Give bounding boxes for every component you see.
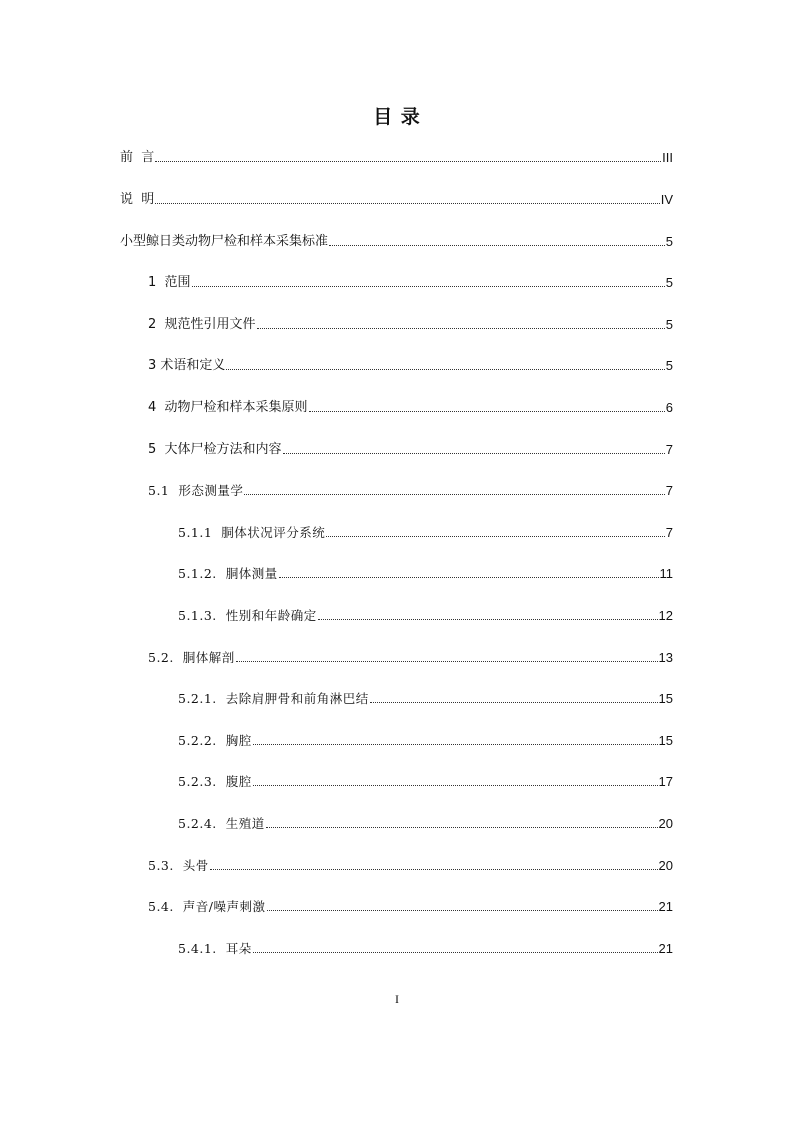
- toc-entry-gross-necropsy[interactable]: [148, 440, 673, 458]
- toc-entry-reproductive-tract[interactable]: [178, 814, 673, 832]
- toc-entry-page: 7: [665, 525, 673, 540]
- toc-leader-dots: [267, 910, 658, 911]
- toc-entry-scapula-removal[interactable]: [178, 689, 673, 707]
- toc-leader-dots: [155, 161, 661, 162]
- toc-leader-dots: [326, 536, 665, 537]
- toc-leader-dots: [226, 369, 664, 370]
- page-number: I: [395, 992, 399, 1006]
- toc-entry-label: 小型鲸日类动物尸检和样本采集标准: [120, 234, 329, 249]
- toc-entry-page: 5: [665, 234, 673, 249]
- toc-entry-normative-references[interactable]: [148, 315, 673, 333]
- toc-entry-label: 2 规范性引用文件: [148, 317, 256, 332]
- toc-entry-page: 7: [665, 442, 673, 457]
- toc-entry-label: 3 术语和定义: [148, 358, 226, 373]
- toc-leader-dots: [318, 619, 658, 620]
- toc-entry-label: 5.1.3. 性别和年龄确定: [178, 608, 317, 623]
- toc-entry-page: 21: [658, 941, 673, 956]
- toc-entry-label: 4 动物尸检和样本采集原则: [148, 400, 308, 415]
- toc-title: 目 录: [373, 106, 421, 128]
- toc-leader-dots: [244, 494, 664, 495]
- toc-entry-label: 5.1.2. 胴体测量: [178, 566, 278, 581]
- toc-entry-label: 5.1.1 胴体状况评分系统: [178, 525, 326, 540]
- toc-entry-label: 5.2.1. 去除肩胛骨和前角淋巴结: [178, 691, 369, 706]
- toc-entry-scope[interactable]: [148, 273, 673, 291]
- toc-entry-principles[interactable]: [148, 398, 673, 416]
- toc-leader-dots: [283, 453, 665, 454]
- toc-entry-page: 5: [665, 275, 673, 290]
- toc-entry-label: 5.4.1. 耳朵: [178, 941, 252, 956]
- toc-entry-condition-scoring[interactable]: [178, 523, 673, 541]
- toc-entry-page: 11: [659, 566, 673, 581]
- toc-entry-ears[interactable]: [178, 939, 673, 957]
- toc-entry-page: 7: [665, 483, 673, 498]
- toc-entry-label: 5.4. 声音/噪声刺激: [148, 899, 266, 914]
- toc-entry-label: 前 言: [120, 150, 155, 165]
- toc-entry-label: 5.2. 胴体解剖: [148, 650, 235, 665]
- toc-entry-label: 1 范围: [148, 275, 191, 290]
- toc-entry-label: 5.2.3. 腹腔: [178, 774, 252, 789]
- toc-entry-page: 5: [665, 358, 673, 373]
- toc-entry-morphometrics[interactable]: [148, 481, 673, 499]
- toc-entry-page: 15: [658, 691, 673, 706]
- toc-entry-label: 5 大体尸检方法和内容: [148, 442, 282, 457]
- toc-entry-skull[interactable]: [148, 856, 673, 874]
- toc-entry-thoracic-cavity[interactable]: [178, 731, 673, 749]
- toc-entry-label: 5.3. 头骨: [148, 858, 209, 873]
- toc-entry-notes[interactable]: [120, 190, 673, 208]
- toc-leader-dots: [236, 661, 658, 662]
- toc-leader-dots: [266, 827, 658, 828]
- toc-leader-dots: [370, 702, 658, 703]
- toc-entry-page: III: [662, 150, 673, 165]
- toc-entry-page: 5: [665, 317, 673, 332]
- toc-entry-page: 21: [658, 899, 673, 914]
- toc-leader-dots: [329, 245, 665, 246]
- toc-entry-carcass-dissection[interactable]: [148, 648, 673, 666]
- toc-entry-acoustic-stimulus[interactable]: [148, 897, 673, 915]
- toc-leader-dots: [309, 411, 665, 412]
- toc-entry-page: 13: [658, 650, 673, 665]
- toc-entry-page: 6: [665, 400, 673, 415]
- toc-entry-page: 12: [658, 608, 673, 623]
- toc-entry-page: 15: [658, 733, 673, 748]
- toc-leader-dots: [192, 286, 665, 287]
- toc-entry-terms-definitions[interactable]: [148, 356, 673, 374]
- toc-leader-dots: [210, 869, 658, 870]
- toc-entry-page: 20: [658, 858, 673, 873]
- toc-entry-standard[interactable]: [120, 232, 673, 250]
- toc-leader-dots: [257, 328, 665, 329]
- toc-entry-label: 说 明: [120, 192, 155, 207]
- toc-entry-carcass-measurement[interactable]: [178, 564, 673, 582]
- toc-entry-page: 20: [658, 816, 673, 831]
- toc-entry-page: 17: [658, 774, 673, 789]
- toc-leader-dots: [279, 577, 659, 578]
- toc-leader-dots: [253, 952, 658, 953]
- toc-entry-sex-age[interactable]: [178, 606, 673, 624]
- toc-entry-label: 5.2.4. 生殖道: [178, 816, 265, 831]
- toc-entry-preface[interactable]: [120, 148, 673, 166]
- toc-entry-label: 5.2.2. 胸腔: [178, 733, 252, 748]
- toc-entry-page: IV: [660, 192, 673, 207]
- toc-leader-dots: [253, 744, 658, 745]
- toc-leader-dots: [253, 785, 658, 786]
- toc-entry-label: 5.1 形态测量学: [148, 483, 244, 498]
- toc-entry-abdominal-cavity[interactable]: [178, 772, 673, 790]
- toc-leader-dots: [155, 203, 659, 204]
